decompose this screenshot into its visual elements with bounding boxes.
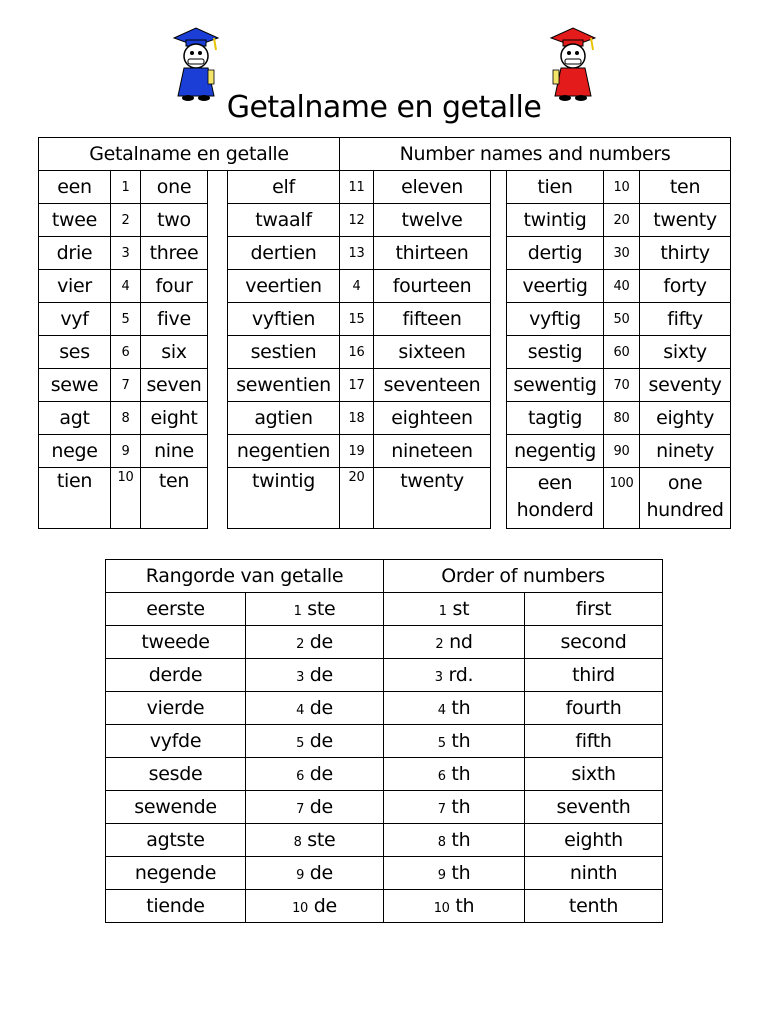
- number-cell: 20: [604, 204, 640, 237]
- english-word-cell: nine: [141, 435, 208, 468]
- number-cell: 10: [604, 171, 640, 204]
- afrikaans-abbrev-cell: [246, 890, 384, 923]
- table-row: [39, 237, 731, 270]
- spacer-cell: [208, 369, 228, 402]
- afrikaans-word-cell: agt: [39, 402, 111, 435]
- english-word-cell: seventeen: [374, 369, 491, 402]
- afrikaans-ordinal-cell: vierde: [106, 692, 246, 725]
- afrikaans-ordinal-cell: sewende: [106, 791, 246, 824]
- english-ordinal-cell: second: [525, 626, 663, 659]
- english-ordinal-cell: first: [525, 593, 663, 626]
- spacer-cell: [208, 171, 228, 204]
- table-row: [39, 336, 731, 369]
- number-names-table: [38, 137, 731, 529]
- english-word-cell: sixty: [640, 336, 731, 369]
- afrikaans-ordinal-cell: tiende: [106, 890, 246, 923]
- table-row: [106, 890, 663, 923]
- ordinal-number: 2: [296, 637, 305, 652]
- number-cell: 4: [340, 270, 374, 303]
- english-abbrev-cell: [384, 857, 525, 890]
- spacer-cell: [491, 336, 507, 369]
- spacer-cell: [491, 204, 507, 237]
- spacer-cell: [208, 303, 228, 336]
- english-abbrev-cell: [384, 593, 525, 626]
- spacer-cell: [208, 237, 228, 270]
- spacer-cell: [208, 402, 228, 435]
- afrikaans-word-cell: dertien: [228, 237, 340, 270]
- spacer-cell: [491, 270, 507, 303]
- english-word-cell: thirteen: [374, 237, 491, 270]
- ordinal-suffix: th: [455, 895, 475, 917]
- ordinal-number: 7: [437, 802, 446, 817]
- number-cell: 17: [340, 369, 374, 402]
- table-row: [106, 758, 663, 791]
- afrikaans-word-cell: een: [39, 171, 111, 204]
- afrikaans-ordinal-cell: sesde: [106, 758, 246, 791]
- ordinal-number: 3: [296, 670, 305, 685]
- afrikaans-word-cell: twintig: [507, 204, 604, 237]
- ordinal-suffix: nd: [449, 631, 473, 653]
- english-ordinal-cell: sixth: [525, 758, 663, 791]
- english-word-cell: four: [141, 270, 208, 303]
- english-word-cell: twelve: [374, 204, 491, 237]
- page-title: Getalname en getalle: [226, 90, 542, 126]
- afrikaans-word-cell: tien: [507, 171, 604, 204]
- order-header: Order of numbers: [384, 560, 663, 593]
- english-word-cell: eighty: [640, 402, 731, 435]
- afrikaans-word-cell: een honderd: [507, 468, 604, 529]
- rangorde-header: Rangorde van getalle: [106, 560, 384, 593]
- afrikaans-ordinal-cell: eerste: [106, 593, 246, 626]
- spacer-cell: [208, 270, 228, 303]
- afrikaans-word-cell: veertig: [507, 270, 604, 303]
- ordinal-suffix: de: [309, 631, 333, 653]
- afrikaans-word-cell: veertien: [228, 270, 340, 303]
- number-cell: 10: [111, 468, 141, 529]
- english-word-cell: twenty: [374, 468, 491, 529]
- table-row: [39, 270, 731, 303]
- table-row: [39, 402, 731, 435]
- afrikaans-ordinal-cell: tweede: [106, 626, 246, 659]
- table-row: [39, 369, 731, 402]
- ordinal-suffix: th: [451, 763, 471, 785]
- english-ordinal-cell: third: [525, 659, 663, 692]
- number-cell: 4: [111, 270, 141, 303]
- afrikaans-word-cell: sestig: [507, 336, 604, 369]
- afrikaans-word-cell: sewentig: [507, 369, 604, 402]
- spacer-cell: [491, 303, 507, 336]
- number-cell: 13: [340, 237, 374, 270]
- english-ordinal-cell: eighth: [525, 824, 663, 857]
- afrikaans-word-cell: sestien: [228, 336, 340, 369]
- english-word-cell: fourteen: [374, 270, 491, 303]
- english-word-cell: eighteen: [374, 402, 491, 435]
- spacer-cell: [208, 336, 228, 369]
- english-abbrev-cell: [384, 626, 525, 659]
- english-word-cell: ten: [141, 468, 208, 529]
- afrikaans-word-cell: twee: [39, 204, 111, 237]
- ordinal-number: 5: [296, 736, 305, 751]
- english-word-cell: three: [141, 237, 208, 270]
- number-cell: 18: [340, 402, 374, 435]
- afrikaans-word-cell: vyftien: [228, 303, 340, 336]
- number-cell: 5: [111, 303, 141, 336]
- english-word-cell: ninety: [640, 435, 731, 468]
- number-cell: 60: [604, 336, 640, 369]
- afrikaans-ordinal-cell: negende: [106, 857, 246, 890]
- number-cell: 20: [340, 468, 374, 529]
- afrikaans-abbrev-cell: [246, 593, 384, 626]
- ordinal-suffix: st: [452, 598, 470, 620]
- afrikaans-word-cell: nege: [39, 435, 111, 468]
- number-cell: 30: [604, 237, 640, 270]
- table-row: [106, 692, 663, 725]
- afrikaans-word-cell: vier: [39, 270, 111, 303]
- ordinal-suffix: de: [309, 664, 333, 686]
- table-row: [39, 435, 731, 468]
- spacer-cell: [491, 402, 507, 435]
- table-row: [106, 824, 663, 857]
- ordinal-number: 8: [437, 835, 446, 850]
- number-cell: 50: [604, 303, 640, 336]
- afrikaans-abbrev-cell: [246, 857, 384, 890]
- ordinal-suffix: th: [451, 796, 471, 818]
- ordinal-number: 3: [434, 670, 443, 685]
- spacer-cell: [208, 468, 228, 529]
- table-row: [106, 857, 663, 890]
- afrikaans-word-cell: vyf: [39, 303, 111, 336]
- ordinal-number: 1: [438, 604, 447, 619]
- english-ordinal-cell: seventh: [525, 791, 663, 824]
- english-abbrev-cell: [384, 758, 525, 791]
- ordinal-suffix: de: [309, 697, 333, 719]
- english-word-cell: seven: [141, 369, 208, 402]
- spacer-cell: [491, 369, 507, 402]
- afrikaans-abbrev-cell: [246, 791, 384, 824]
- ordinal-number: 9: [437, 868, 446, 883]
- ordinal-suffix: th: [451, 862, 471, 884]
- english-word-cell: fifteen: [374, 303, 491, 336]
- number-cell: 16: [340, 336, 374, 369]
- ordinal-suffix: th: [451, 697, 471, 719]
- table-row: [39, 171, 731, 204]
- afrikaans-abbrev-cell: [246, 692, 384, 725]
- afrikaans-word-cell: negentien: [228, 435, 340, 468]
- english-word-cell: forty: [640, 270, 731, 303]
- ordinal-suffix: rd.: [448, 664, 474, 686]
- number-cell: 80: [604, 402, 640, 435]
- afrikaans-word-cell: twintig: [228, 468, 340, 529]
- afrikaans-abbrev-cell: [246, 725, 384, 758]
- afrikaans-abbrev-cell: [246, 659, 384, 692]
- afrikaans-abbrev-cell: [246, 824, 384, 857]
- number-cell: 9: [111, 435, 141, 468]
- english-word-cell: sixteen: [374, 336, 491, 369]
- afrikaans-ordinal-cell: vyfde: [106, 725, 246, 758]
- number-cell: 3: [111, 237, 141, 270]
- english-word-cell: two: [141, 204, 208, 237]
- table-row: [39, 468, 731, 529]
- number-cell: 2: [111, 204, 141, 237]
- english-word-cell: twenty: [640, 204, 731, 237]
- english-word-cell: eleven: [374, 171, 491, 204]
- table-row: [106, 626, 663, 659]
- number-cell: 8: [111, 402, 141, 435]
- afrikaans-word-cell: sewentien: [228, 369, 340, 402]
- ordinal-number: 4: [437, 703, 446, 718]
- number-cell: 11: [340, 171, 374, 204]
- english-abbrev-cell: [384, 824, 525, 857]
- ordinal-suffix: de: [309, 763, 333, 785]
- ordinal-suffix: th: [451, 829, 471, 851]
- number-cell: 1: [111, 171, 141, 204]
- spacer-cell: [491, 468, 507, 529]
- english-word-cell: five: [141, 303, 208, 336]
- afrikaans-word-cell: ses: [39, 336, 111, 369]
- afrikaans-word-cell: dertig: [507, 237, 604, 270]
- afrikaans-header: Getalname en getalle: [39, 138, 340, 171]
- spacer-cell: [208, 204, 228, 237]
- english-word-cell: eight: [141, 402, 208, 435]
- english-ordinal-cell: tenth: [525, 890, 663, 923]
- number-cell: 90: [604, 435, 640, 468]
- spacer-cell: [491, 171, 507, 204]
- afrikaans-word-cell: elf: [228, 171, 340, 204]
- number-cell: 19: [340, 435, 374, 468]
- spacer-cell: [491, 435, 507, 468]
- ordinal-number: 6: [437, 769, 446, 784]
- afrikaans-ordinal-cell: derde: [106, 659, 246, 692]
- english-ordinal-cell: fourth: [525, 692, 663, 725]
- english-word-cell: one hundred: [640, 468, 731, 529]
- spacer-cell: [491, 237, 507, 270]
- afrikaans-word-cell: drie: [39, 237, 111, 270]
- ordinal-number: 5: [437, 736, 446, 751]
- english-abbrev-cell: [384, 791, 525, 824]
- ordinal-suffix: de: [309, 796, 333, 818]
- english-word-cell: six: [141, 336, 208, 369]
- afrikaans-word-cell: agtien: [228, 402, 340, 435]
- table-row: [39, 204, 731, 237]
- english-word-cell: one: [141, 171, 208, 204]
- ordinal-number: 8: [293, 835, 302, 850]
- ordinal-suffix: th: [451, 730, 471, 752]
- english-ordinal-cell: ninth: [525, 857, 663, 890]
- afrikaans-abbrev-cell: [246, 758, 384, 791]
- number-cell: 12: [340, 204, 374, 237]
- english-abbrev-cell: [384, 659, 525, 692]
- english-abbrev-cell: [384, 725, 525, 758]
- afrikaans-word-cell: negentig: [507, 435, 604, 468]
- english-abbrev-cell: [384, 692, 525, 725]
- english-header: Number names and numbers: [340, 138, 731, 171]
- ordinal-number: 2: [435, 637, 444, 652]
- english-word-cell: thirty: [640, 237, 731, 270]
- english-abbrev-cell: [384, 890, 525, 923]
- afrikaans-word-cell: twaalf: [228, 204, 340, 237]
- ordinal-number: 9: [296, 868, 305, 883]
- number-cell: 15: [340, 303, 374, 336]
- english-word-cell: ten: [640, 171, 731, 204]
- ordinal-number: 4: [296, 703, 305, 718]
- number-cell: 100: [604, 468, 640, 529]
- ordinal-number: 1: [293, 604, 302, 619]
- afrikaans-word-cell: sewe: [39, 369, 111, 402]
- afrikaans-abbrev-cell: [246, 626, 384, 659]
- spacer-cell: [208, 435, 228, 468]
- ordinal-number: 10: [433, 901, 450, 916]
- ordinal-number: 6: [296, 769, 305, 784]
- table-row: [106, 659, 663, 692]
- number-cell: 40: [604, 270, 640, 303]
- english-word-cell: fifty: [640, 303, 731, 336]
- ordinal-suffix: de: [309, 862, 333, 884]
- ordinal-suffix: ste: [307, 598, 336, 620]
- number-cell: 6: [111, 336, 141, 369]
- english-word-cell: seventy: [640, 369, 731, 402]
- table-row: [106, 791, 663, 824]
- afrikaans-word-cell: tagtig: [507, 402, 604, 435]
- table-row: [106, 593, 663, 626]
- afrikaans-word-cell: vyftig: [507, 303, 604, 336]
- number-cell: 70: [604, 369, 640, 402]
- ordinal-suffix: de: [309, 730, 333, 752]
- english-ordinal-cell: fifth: [525, 725, 663, 758]
- table-row: [39, 303, 731, 336]
- table-row: [106, 725, 663, 758]
- ordinal-number: 7: [296, 802, 305, 817]
- afrikaans-ordinal-cell: agtste: [106, 824, 246, 857]
- english-word-cell: nineteen: [374, 435, 491, 468]
- ordinal-suffix: ste: [307, 829, 336, 851]
- number-cell: 7: [111, 369, 141, 402]
- ordinal-suffix: de: [313, 895, 337, 917]
- order-of-numbers-table: [105, 559, 663, 923]
- ordinal-number: 10: [292, 901, 309, 916]
- afrikaans-word-cell: tien: [39, 468, 111, 529]
